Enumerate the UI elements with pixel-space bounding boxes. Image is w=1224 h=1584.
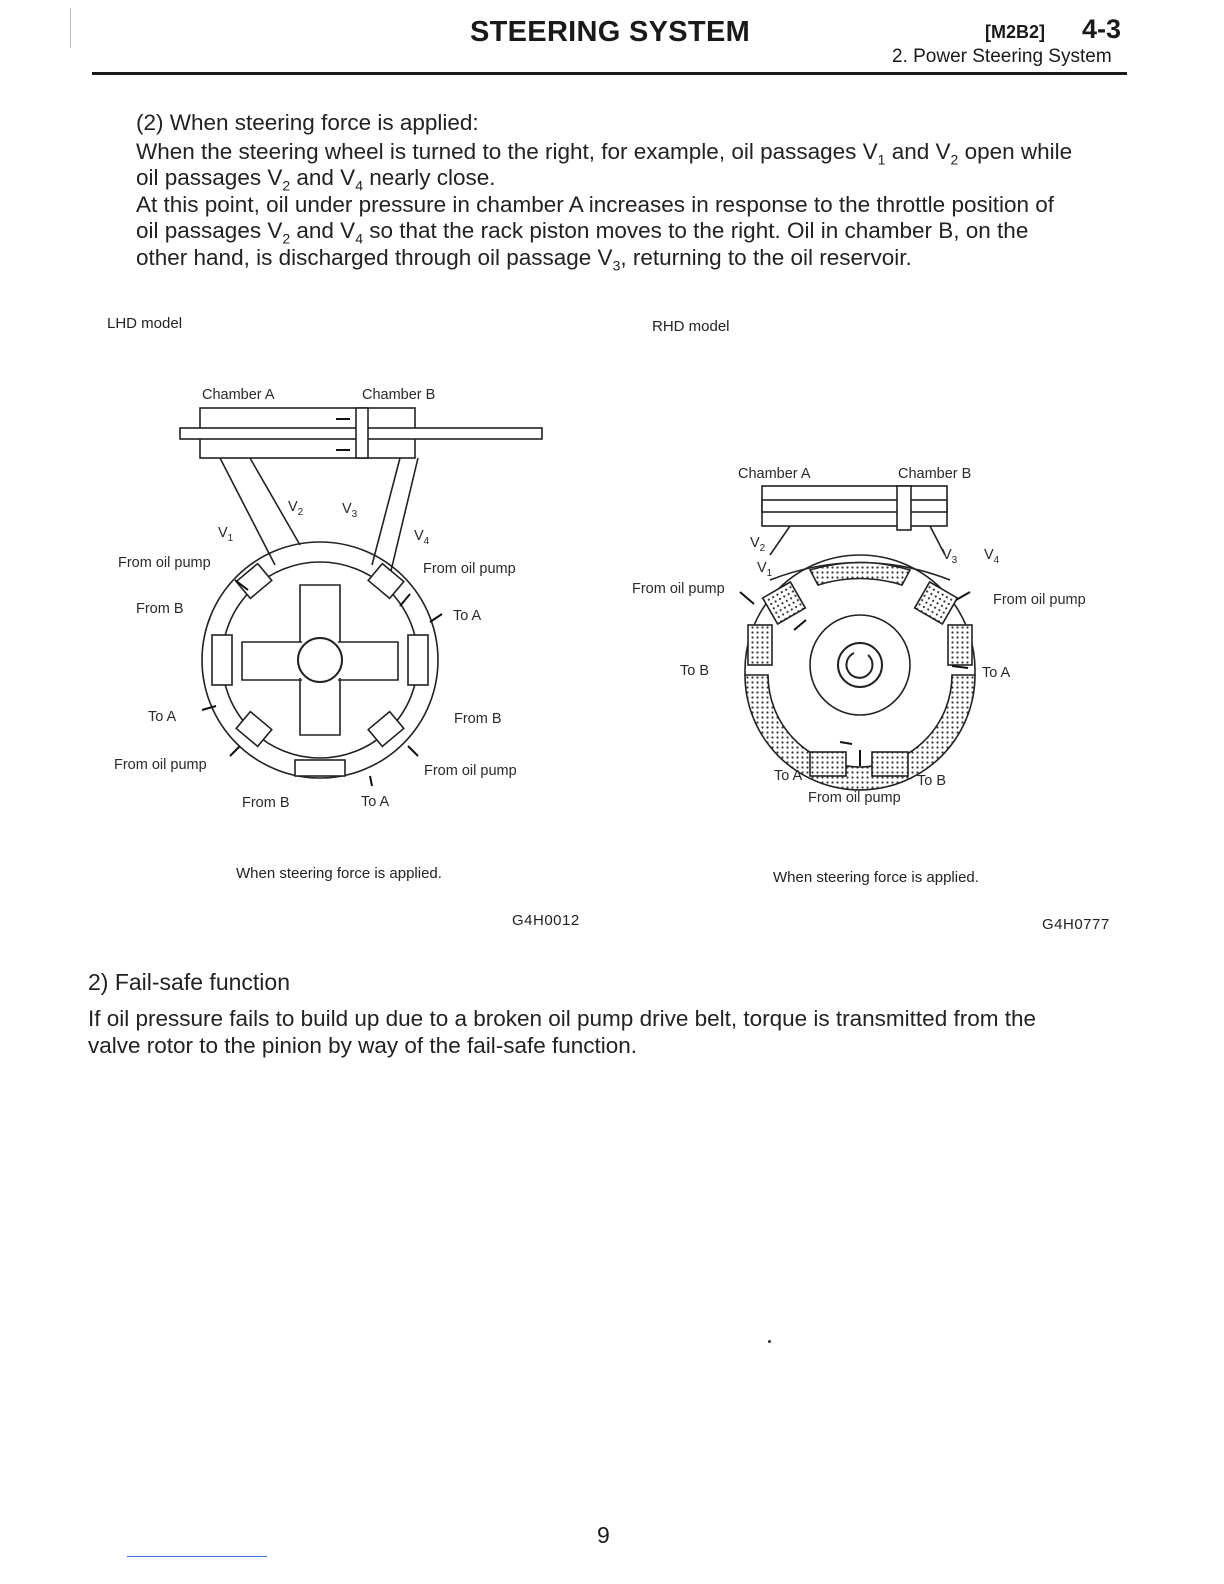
rhd-label-chamber-b: Chamber B bbox=[898, 466, 972, 482]
lhd-label-chamber-b: Chamber B bbox=[362, 387, 436, 403]
lhd-label-to-a-right: To A bbox=[453, 608, 482, 624]
failsafe-line2: valve rotor to the pinion by way of the fail-safe function. bbox=[88, 1032, 638, 1058]
lhd-label-v2: $V_2$ bbox=[288, 499, 304, 518]
lhd-label-from-oil-pump-bottom-left: From oil pump bbox=[114, 757, 207, 773]
page-number: 9 bbox=[597, 1522, 610, 1548]
rhd-label-v1: $V_1$ bbox=[757, 560, 773, 579]
rhd-slot bbox=[748, 625, 772, 665]
lhd-arrow bbox=[230, 746, 240, 756]
model-code: [M2B2] bbox=[985, 22, 1046, 42]
lhd-label-from-oil-pump-right: From oil pump bbox=[423, 561, 516, 577]
rhd-arrow bbox=[952, 666, 968, 668]
rhd-label-v4: $V_4$ bbox=[984, 547, 1000, 566]
intro-p2-line1: At this point, oil under pressure in chamber A increases in response to the throttle position of bbox=[136, 191, 1055, 217]
rhd-piston bbox=[897, 486, 911, 530]
rhd-rotor bbox=[810, 615, 910, 715]
rhd-slot bbox=[915, 582, 958, 624]
rhd-label-to-b-bottom: To B bbox=[917, 773, 947, 789]
rhd-label-from-oil-pump-left: From oil pump bbox=[632, 581, 725, 597]
margin-mark bbox=[70, 8, 71, 48]
lhd-slot bbox=[295, 760, 345, 776]
section-title: STEERING SYSTEM bbox=[470, 16, 751, 48]
rhd-rotation-indicator bbox=[846, 653, 872, 678]
rhd-label-to-a-right: To A bbox=[982, 665, 1011, 681]
lhd-caption: When steering force is applied. bbox=[236, 865, 442, 882]
rhd-valve-diagram bbox=[620, 460, 1120, 820]
lhd-label-chamber-a: Chamber A bbox=[202, 387, 275, 403]
rhd-label-to-a-bottom: To A bbox=[774, 768, 803, 784]
rhd-arrow bbox=[840, 742, 852, 744]
rhd-caption: When steering force is applied. bbox=[773, 869, 979, 886]
lhd-slot bbox=[368, 564, 404, 599]
lhd-arrow bbox=[430, 614, 442, 622]
rhd-label-from-oil-pump-right: From oil pump bbox=[993, 592, 1086, 608]
rhd-label-to-b-left: To B bbox=[680, 663, 710, 679]
lhd-label-from-oil-pump-left: From oil pump bbox=[118, 555, 211, 571]
lhd-label-to-a-left: To A bbox=[148, 709, 177, 725]
lhd-rotor-center bbox=[298, 638, 342, 682]
lhd-label-from-b-right: From B bbox=[454, 711, 502, 727]
failsafe-text bbox=[88, 1006, 1126, 1059]
lhd-arrow bbox=[370, 776, 372, 786]
rhd-arrow bbox=[794, 620, 806, 630]
rhd-figure-code: G4H0777 bbox=[1042, 916, 1110, 933]
rhd-label-v2: $V_2$ bbox=[750, 535, 766, 554]
intro-p2-line2: oil passages $V_2$ and $V_4$ so that the rack piston moves to the right. Oil in chamber B, on the bbox=[136, 218, 1029, 247]
lhd-figure-code: G4H0012 bbox=[512, 912, 580, 929]
footer-link-line bbox=[127, 1556, 267, 1557]
lhd-rotor-spokes bbox=[242, 585, 398, 735]
lhd-label-v4: $V_4$ bbox=[414, 528, 430, 547]
rhd-slot bbox=[810, 752, 846, 776]
intro-p2-line3: other hand, is discharged through oil passage $V_3$, returning to the oil reservoir. bbox=[136, 244, 912, 273]
lhd-label-from-b-left: From B bbox=[136, 601, 184, 617]
lhd-model-label: LHD model bbox=[107, 315, 183, 332]
lhd-valve-housing bbox=[202, 542, 438, 778]
lhd-slot bbox=[236, 564, 272, 599]
failsafe-line1: If oil pressure fails to build up due to a broken oil pump drive belt, torque is transmitted from the bbox=[88, 1006, 1036, 1031]
rhd-model-label: RHD model bbox=[652, 318, 730, 335]
rhd-arrow bbox=[956, 592, 970, 600]
rhd-label-v3: $V_3$ bbox=[942, 547, 958, 566]
rhd-label-from-oil-pump-bottom: From oil pump bbox=[808, 790, 901, 806]
intro-heading: (2) When steering force is applied: bbox=[136, 110, 479, 135]
lhd-valve-diagram bbox=[100, 380, 560, 820]
failsafe-heading: 2) Fail-safe function bbox=[88, 969, 290, 995]
lhd-label-from-oil-pump-bottom-right: From oil pump bbox=[424, 763, 517, 779]
rhd-passage bbox=[770, 526, 945, 555]
lhd-arrow bbox=[400, 594, 410, 606]
intro-p1-line2: oil passages $V_2$ and $V_4$ nearly close. bbox=[136, 165, 496, 194]
rhd-upper-pressure-chamber bbox=[810, 563, 910, 586]
lhd-piston bbox=[356, 408, 368, 458]
lhd-label-from-b-bottom: From B bbox=[242, 795, 290, 811]
lhd-arrow bbox=[202, 706, 216, 710]
rhd-slot bbox=[872, 752, 908, 776]
header-rule bbox=[92, 72, 1127, 75]
section-subtitle: 2. Power Steering System bbox=[892, 46, 1112, 67]
rhd-label-chamber-a: Chamber A bbox=[738, 466, 811, 482]
rhd-slot bbox=[763, 582, 806, 624]
lhd-slot bbox=[212, 635, 232, 685]
page-reference: 4-3 bbox=[1082, 14, 1122, 44]
intro-text bbox=[136, 110, 1131, 271]
lhd-label-to-a-bottom: To A bbox=[361, 794, 390, 810]
rhd-arrow bbox=[740, 592, 754, 604]
rhd-rotor-center bbox=[838, 643, 882, 687]
lhd-label-v1: $V_1$ bbox=[218, 525, 234, 544]
rhd-slot bbox=[948, 625, 972, 665]
lhd-arrow bbox=[408, 746, 418, 756]
lhd-slot bbox=[408, 635, 428, 685]
rhd-rack-rod bbox=[762, 500, 947, 512]
stray-mark bbox=[768, 1340, 771, 1343]
lhd-label-v3: $V_3$ bbox=[342, 501, 358, 520]
intro-p1-line1: When the steering wheel is turned to the right, for example, oil passages $V_1$ and $V_2$ open while bbox=[136, 138, 1073, 167]
